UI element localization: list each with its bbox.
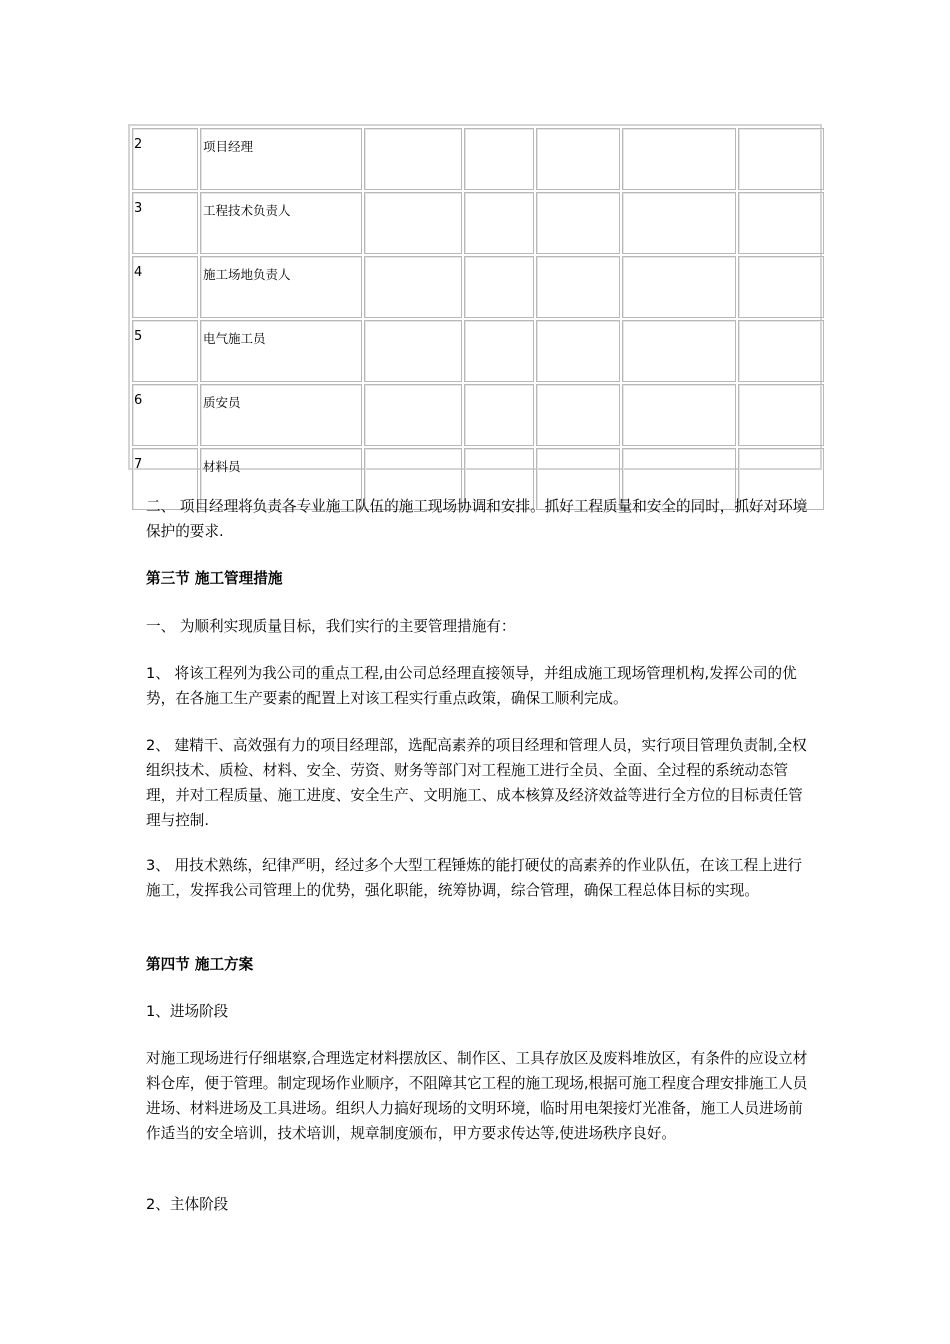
row-number: 4 xyxy=(132,256,198,318)
section3-title: 第三节 施工管理措施 xyxy=(146,570,283,587)
empty-cell xyxy=(364,256,462,318)
empty-cell xyxy=(464,256,534,318)
measures-intro: 一、 为顺利实现质量目标，我们实行的主要管理措施有： xyxy=(146,618,516,635)
empty-cell xyxy=(738,384,824,446)
measure-1: 1、 将该工程列为我公司的重点工程,由公司总经理直接领导，并组成施工现场管理机构,发挥公司的优势，在各施工生产要素的配置上对该工程实行重点政策，确保工顺利完成。 xyxy=(146,665,797,707)
row-number: 5 xyxy=(132,320,198,382)
row-number: 6 xyxy=(132,384,198,446)
row-number: 3 xyxy=(132,192,198,254)
table-row xyxy=(132,256,824,318)
empty-cell xyxy=(622,128,736,190)
empty-cell xyxy=(738,128,824,190)
staff-table xyxy=(128,124,822,474)
empty-cell xyxy=(464,320,534,382)
measure-2: 2、 建精干、高效强有力的项目经理部，选配高素养的项目经理和管理人员，实行项目管理负责制,全权组织技术、质检、材料、安全、劳资、财务等部门对工程施工进行全员、全面、全过程的系统动态管理，并对工程质量、施工进度、安全生产、文明施工、成本核算及经济效益等进行全方位的目标责任管理与控制. xyxy=(146,737,807,829)
empty-cell xyxy=(364,192,462,254)
row-role: 质安员 xyxy=(200,384,362,446)
row-number: 2 xyxy=(132,128,198,190)
row-role: 工程技术负责人 xyxy=(200,192,362,254)
table-row xyxy=(132,384,824,446)
stage1-body: 对施工现场进行仔细堪察,合理选定材料摆放区、制作区、工具存放区及废料堆放区，有条件的应设立材料仓库，便于管理。制定现场作业顺序，不阻障其它工程的施工现场,根据可施工程度合理安排施工人员进场、材料进场及工具进场。组织人力搞好现场的文明环境，临时用电架接灯光准备，施工人员进场前作适当的安全培训，技术培训，规章制度颁布，甲方要求传达等,使进场秩序良好。 xyxy=(146,1050,808,1142)
empty-cell xyxy=(536,320,620,382)
row-role: 施工场地负责人 xyxy=(200,256,362,318)
empty-cell xyxy=(536,256,620,318)
empty-cell xyxy=(364,128,462,190)
coordination-paragraph xyxy=(146,494,812,544)
empty-cell xyxy=(738,256,824,318)
measure-3: 3、 用技术熟练，纪律严明，经过多个大型工程锤炼的能打硬仗的高素养的作业队伍，在该工程上进行施工，发挥我公司管理上的优势，强化职能，统筹协调，综合管理，确保工程总体目标的实现。 xyxy=(146,857,803,899)
table-row xyxy=(132,320,824,382)
row-role: 材料员 xyxy=(200,448,362,510)
empty-cell xyxy=(622,320,736,382)
empty-cell xyxy=(536,128,620,190)
empty-cell xyxy=(622,192,736,254)
section4-title: 第四节 施工方案 xyxy=(146,956,254,973)
table-row xyxy=(132,192,824,254)
coordination-text: 二、 项目经理将负责各专业施工队伍的施工现场协调和安排。抓好工程质量和安全的同时，抓好对环境保护的要求. xyxy=(146,498,808,540)
empty-cell xyxy=(536,384,620,446)
row-role: 项目经理 xyxy=(200,128,362,190)
row-number: 7 xyxy=(132,448,198,510)
empty-cell xyxy=(364,384,462,446)
empty-cell xyxy=(464,192,534,254)
empty-cell xyxy=(622,384,736,446)
empty-cell xyxy=(536,192,620,254)
empty-cell xyxy=(364,320,462,382)
stage2-title: 2、主体阶段 xyxy=(146,1196,229,1213)
empty-cell xyxy=(738,320,824,382)
empty-cell xyxy=(622,256,736,318)
empty-cell xyxy=(738,192,824,254)
empty-cell xyxy=(464,384,534,446)
row-role: 电气施工员 xyxy=(200,320,362,382)
empty-cell xyxy=(464,128,534,190)
stage1-title: 1、进场阶段 xyxy=(146,1003,229,1020)
table-row xyxy=(132,128,824,190)
